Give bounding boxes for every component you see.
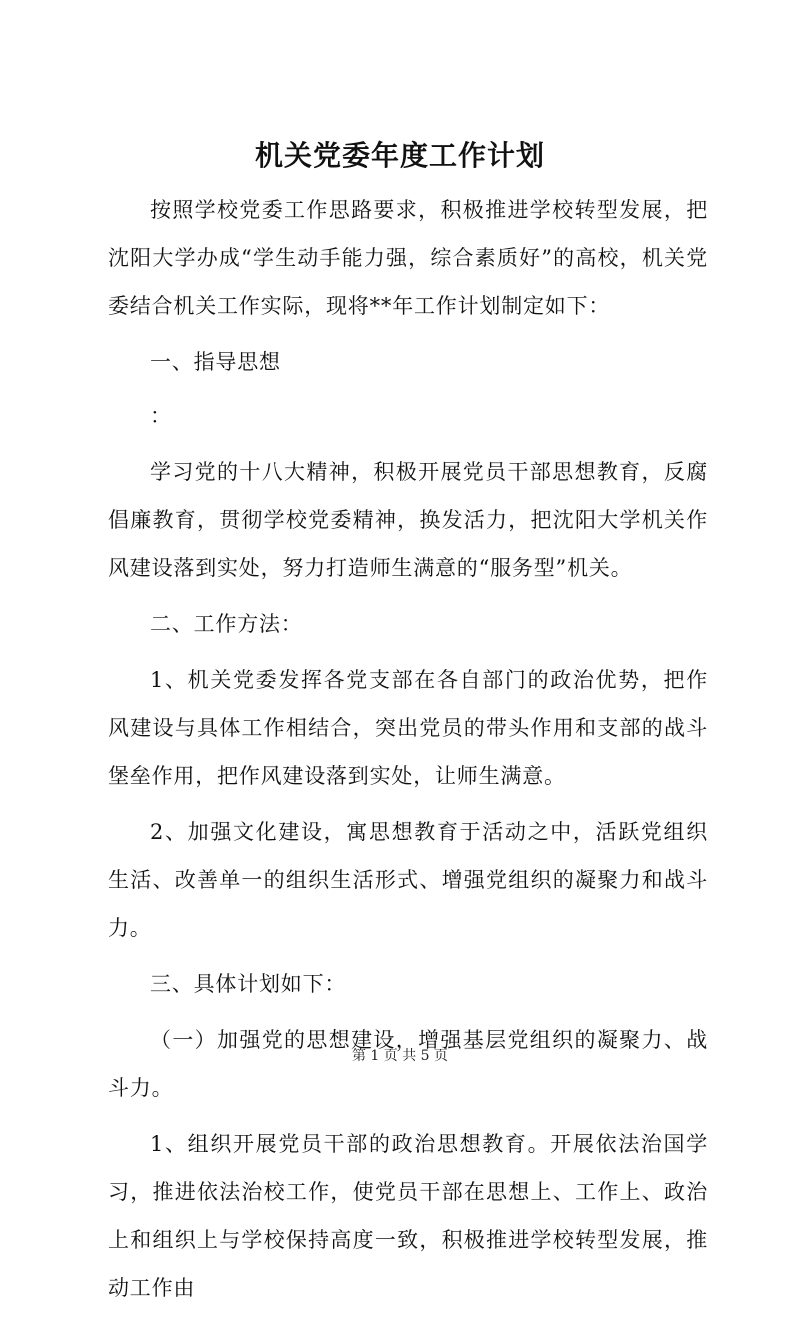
section-heading-guiding-ideology: 一、指导思想 [150, 350, 281, 374]
colon-line: ： [150, 404, 172, 428]
guiding-ideology-paragraph: 学习党的十八大精神，积极开展党员干部思想教育，反腐倡廉教育，贯彻学校党委精神，换发活力，把沈阳大学机关作风建设落到实处，努力打造师生满意的“服务型”机关。 [108, 460, 708, 580]
plan-item-1: 1、组织开展党员干部的政治思想教育。开展依法治国学习，推进依法治校工作，使党员干部在思想上、工作上、政治上和组织上与学校保持高度一致，积极推进学校转型发展，推动工作由 [108, 1132, 708, 1300]
subsection-heading-ideological-building: （一）加强党的思想建设，增强基层党组织的凝聚力、战斗力。 [108, 1028, 708, 1100]
work-method-item-2: 2、加强文化建设，寓思想教育于活动之中，活跃党组织生活、改善单一的组织生活形式、增强党组织的凝聚力和战斗力。 [108, 820, 708, 940]
intro-paragraph: 按照学校党委工作思路要求，积极推进学校转型发展，把沈阳大学办成“学生动手能力强，综合素质好”的高校，机关党委结合机关工作实际，现将**年工作计划制定如下： [108, 198, 708, 318]
document-title: 机关党委年度工作计划 [254, 139, 545, 172]
work-method-item-1: 1、机关党委发挥各党支部在各自部门的政治优势，把作风建设与具体工作相结合，突出党员的带头作用和支部的战斗堡垒作用，把作风建设落到实处，让师生满意。 [108, 668, 708, 788]
page-footer: 第 1 页 共 5 页 [351, 1048, 449, 1064]
document-body [108, 186, 708, 1320]
section-heading-work-methods: 二、工作方法： [150, 612, 303, 636]
section-heading-specific-plan: 三、具体计划如下： [150, 972, 347, 996]
